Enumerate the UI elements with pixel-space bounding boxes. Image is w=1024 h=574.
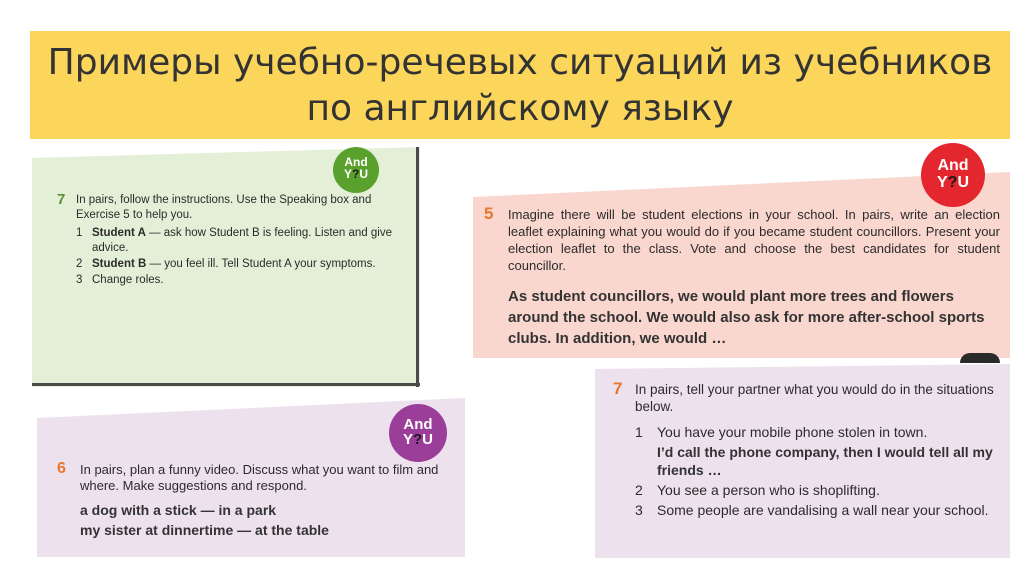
item-number: 1 bbox=[635, 424, 643, 440]
exercise-number: 6 bbox=[57, 460, 66, 477]
exercise-card-elections bbox=[473, 172, 1010, 358]
step-role: Student B bbox=[92, 258, 147, 270]
step-item bbox=[76, 226, 396, 256]
step-number: 2 bbox=[76, 258, 83, 270]
list-item bbox=[635, 423, 1000, 479]
and-you-badge-red bbox=[921, 143, 985, 207]
example-prompts bbox=[80, 500, 450, 540]
example-prompt: a dog with a stick — in a park bbox=[80, 502, 277, 518]
step-text: — you feel ill. Tell Student A your symptoms. bbox=[146, 258, 376, 270]
list-item bbox=[635, 481, 1000, 499]
badge-text-and: And bbox=[344, 155, 368, 169]
step-text: Change roles. bbox=[92, 274, 164, 286]
badge-letter: U bbox=[359, 167, 369, 181]
exercise-number: 5 bbox=[484, 204, 494, 223]
exercise-instruction: In pairs, plan a funny video. Discuss what you want to film and where. Make suggestions and respond. bbox=[80, 462, 439, 493]
step-role: Student A bbox=[92, 227, 146, 239]
list-item bbox=[635, 501, 1000, 519]
exercise-card-situations bbox=[595, 364, 1010, 558]
exercise-number: 7 bbox=[613, 379, 623, 398]
step-item bbox=[76, 257, 396, 272]
exercise-number: 7 bbox=[57, 191, 66, 208]
item-number: 3 bbox=[635, 502, 643, 518]
item-text: You have your mobile phone stolen in town. bbox=[657, 424, 928, 440]
step-number: 1 bbox=[76, 227, 83, 239]
item-text: Some people are vandalising a wall near your school. bbox=[657, 502, 989, 518]
badge-text-you bbox=[333, 168, 379, 180]
example-answer: As student councillors, we would plant more trees and flowers around the school. We would also ask for more after-school sports clubs. In addition, we would … bbox=[508, 288, 985, 347]
item-number: 2 bbox=[635, 482, 643, 498]
badge-letter: Y bbox=[936, 174, 948, 191]
badge-letter: Y bbox=[343, 167, 352, 181]
card-frame-right bbox=[416, 147, 419, 387]
exercise-instruction: In pairs, follow the instructions. Use the Speaking box and Exercise 5 to help you. bbox=[76, 194, 372, 221]
corner-tab bbox=[960, 353, 1000, 363]
badge-text-you bbox=[921, 174, 985, 191]
badge-letter: U bbox=[422, 431, 434, 448]
exercise-steps bbox=[76, 226, 396, 289]
exercise-instruction: Imagine there will be student elections in your school. In pairs, write an election leaflet explaining what you would do if you became student councillors. Present your election leaflet to the class. Vote and choose the best candidates for student councillor. bbox=[508, 207, 1000, 273]
example-prompt: my sister at dinnertime — at the table bbox=[80, 522, 329, 538]
step-text: — ask how Student B is feeling. Listen and give advice. bbox=[92, 227, 392, 254]
badge-text-and: And bbox=[937, 157, 969, 174]
and-you-badge-green bbox=[333, 147, 379, 193]
badge-text-you bbox=[389, 432, 447, 447]
badge-letter: U bbox=[957, 174, 969, 191]
step-number: 3 bbox=[76, 274, 83, 286]
situation-list bbox=[635, 423, 1000, 521]
exercise-instruction: In pairs, tell your partner what you would do in the situations below. bbox=[635, 382, 994, 414]
badge-text-and: And bbox=[403, 416, 433, 433]
item-example-answer: I’d call the phone company, then I would tell all my friends … bbox=[657, 444, 993, 478]
and-you-badge-purple bbox=[389, 404, 447, 462]
slide-title-bar bbox=[30, 31, 1010, 139]
item-text: You see a person who is shoplifting. bbox=[657, 482, 880, 498]
card-frame-bottom bbox=[32, 383, 420, 386]
question-mark-icon: ? bbox=[352, 167, 360, 181]
question-mark-icon: ? bbox=[413, 431, 423, 448]
slide-title: Примеры учебно-речевых ситуаций из учебников по английскому языку bbox=[47, 42, 993, 129]
badge-letter: Y bbox=[402, 431, 413, 448]
step-item bbox=[76, 273, 396, 288]
question-mark-icon: ? bbox=[947, 174, 958, 191]
